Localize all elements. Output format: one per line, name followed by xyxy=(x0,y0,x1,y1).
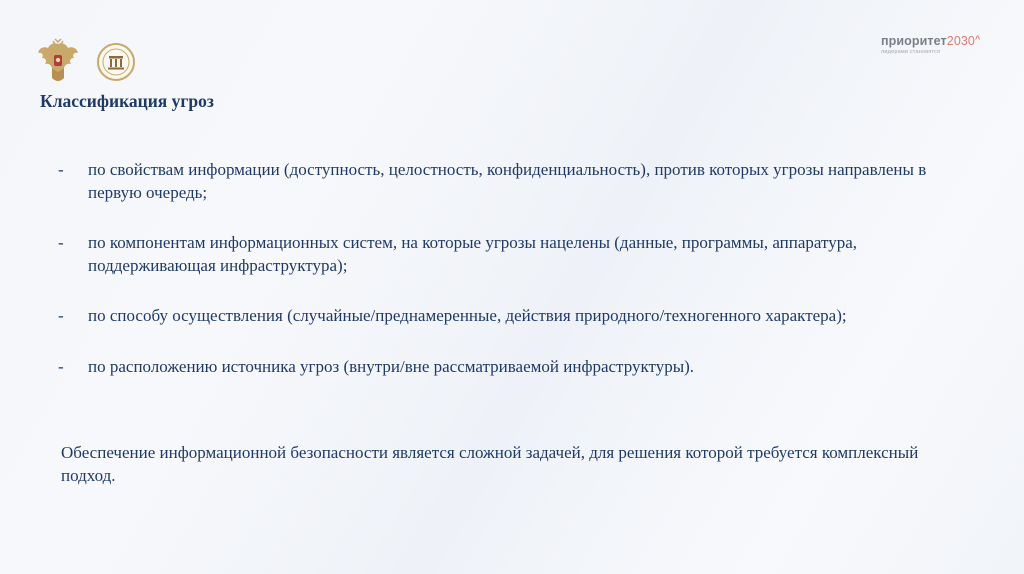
university-seal-icon xyxy=(96,42,136,82)
coat-of-arms-icon xyxy=(36,38,80,86)
list-item xyxy=(58,305,968,328)
summary-paragraph: Обеспечение информационной безопасности является сложной задачей, для решения которой требуется комплексный подход. xyxy=(61,443,919,485)
brand-year: 2030 xyxy=(946,34,975,48)
caret-icon: ^ xyxy=(974,34,981,44)
list-item xyxy=(58,356,968,379)
list-item xyxy=(58,232,968,277)
threat-classification-list xyxy=(58,159,968,406)
list-item xyxy=(58,159,968,204)
list-item-text: по компонентам информационных систем, на которые угрозы нацелены (данные, программы, аппаратура, поддерживающая инфраструктура); xyxy=(88,233,858,275)
bullet-dash: - xyxy=(58,160,64,179)
bullet-dash: - xyxy=(58,233,64,252)
list-item-text: по свойствам информации (доступность, целостность, конфиденциальность), против которых угрозы направлены в первую очередь; xyxy=(88,160,927,202)
brand-name: приоритет xyxy=(881,34,947,48)
slide-title: Классификация угроз xyxy=(40,91,214,111)
brand-tagline: лидерами становятся xyxy=(881,49,941,55)
bullet-dash: - xyxy=(58,356,64,376)
list-item-text: по расположению источника угроз (внутри/вне рассматриваемой инфраструктуры). xyxy=(88,356,695,376)
logo-group xyxy=(36,38,136,86)
list-item-text: по способу осуществления (случайные/преднамеренные, действия природного/техногенного характера); xyxy=(88,306,847,325)
brand-wordmark xyxy=(881,34,980,48)
priority-2030-logo xyxy=(881,34,980,55)
bullet-dash: - xyxy=(58,306,64,325)
